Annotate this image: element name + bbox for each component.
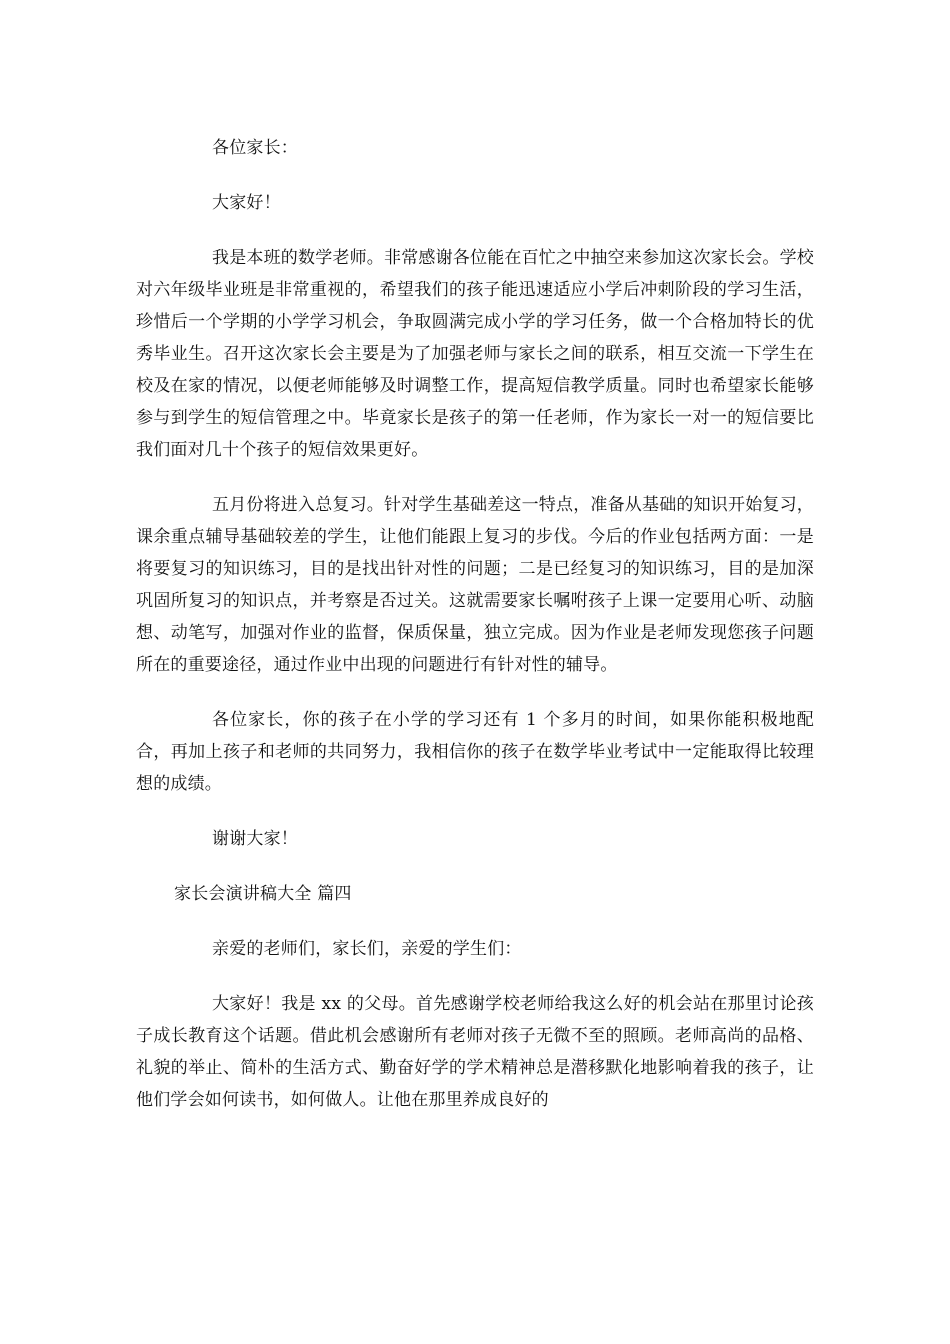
section-salutation: 亲爱的老师们，家长们，亲爱的学生们： [212,939,522,959]
paragraph-closing-appeal: 各位家长，你的孩子在小学的学习还有 1 个多月的时间，如果你能积极地配合，再加上孩子和老师的共同努力，我相信你的孩子在数学毕业考试中一定能取得比较理想的成绩。 [136,710,814,794]
section-paragraph-opening: 大家好！我是 xx 的父母。首先感谢学校老师给我这么好的机会站在那里讨论孩子成长教育这个话题。借此机会感谢所有老师对孩子无微不至的照顾。老师高尚的品格、礼貌的举止、简朴的生活方式、勤奋好学的学术精神总是潜移默化地影响着我的孩子，让他们学会如何读书，如何做人。让他在那里养成良好的 [136,994,814,1110]
document-body [136,132,814,1116]
thanks-line: 谢谢大家！ [212,829,298,849]
paragraph-review-plan: 五月份将进入总复习。针对学生基础差这一特点，准备从基础的知识开始复习，课余重点辅导基础较差的学生，让他们能跟上复习的步伐。今后的作业包括两方面：一是将要复习的知识练习，目的是找出针对性的问题；二是已经复习的知识练习，目的是加深巩固所复习的知识点，并考察是否过关。这就需要家长嘱咐孩子上课一定要用心听、动脑想、动笔写，加强对作业的监督，保质保量，独立完成。因为作业是老师发现您孩子问题所在的重要途径，通过作业中出现的问题进行有针对性的辅导。 [136,495,814,675]
salutation: 各位家长： [212,138,298,158]
section-heading: 家长会演讲稿大全 篇四 [174,884,352,904]
greeting: 大家好！ [212,193,281,213]
paragraph-introduction: 我是本班的数学老师。非常感谢各位能在百忙之中抽空来参加这次家长会。学校对六年级毕业班是非常重视的，希望我们的孩子能迅速适应小学后冲刺阶段的学习生活，珍惜后一个学期的小学学习机会，争取圆满完成小学的学习任务，做一个合格加特长的优秀毕业生。召开这次家长会主要是为了加强老师与家长之间的联系，相互交流一下学生在校及在家的情况，以便老师能够及时调整工作，提高短信教学质量。同时也希望家长能够参与到学生的短信管理之中。毕竟家长是孩子的第一任老师，作为家长一对一的短信要比我们面对几十个孩子的短信效果更好。 [136,248,814,460]
